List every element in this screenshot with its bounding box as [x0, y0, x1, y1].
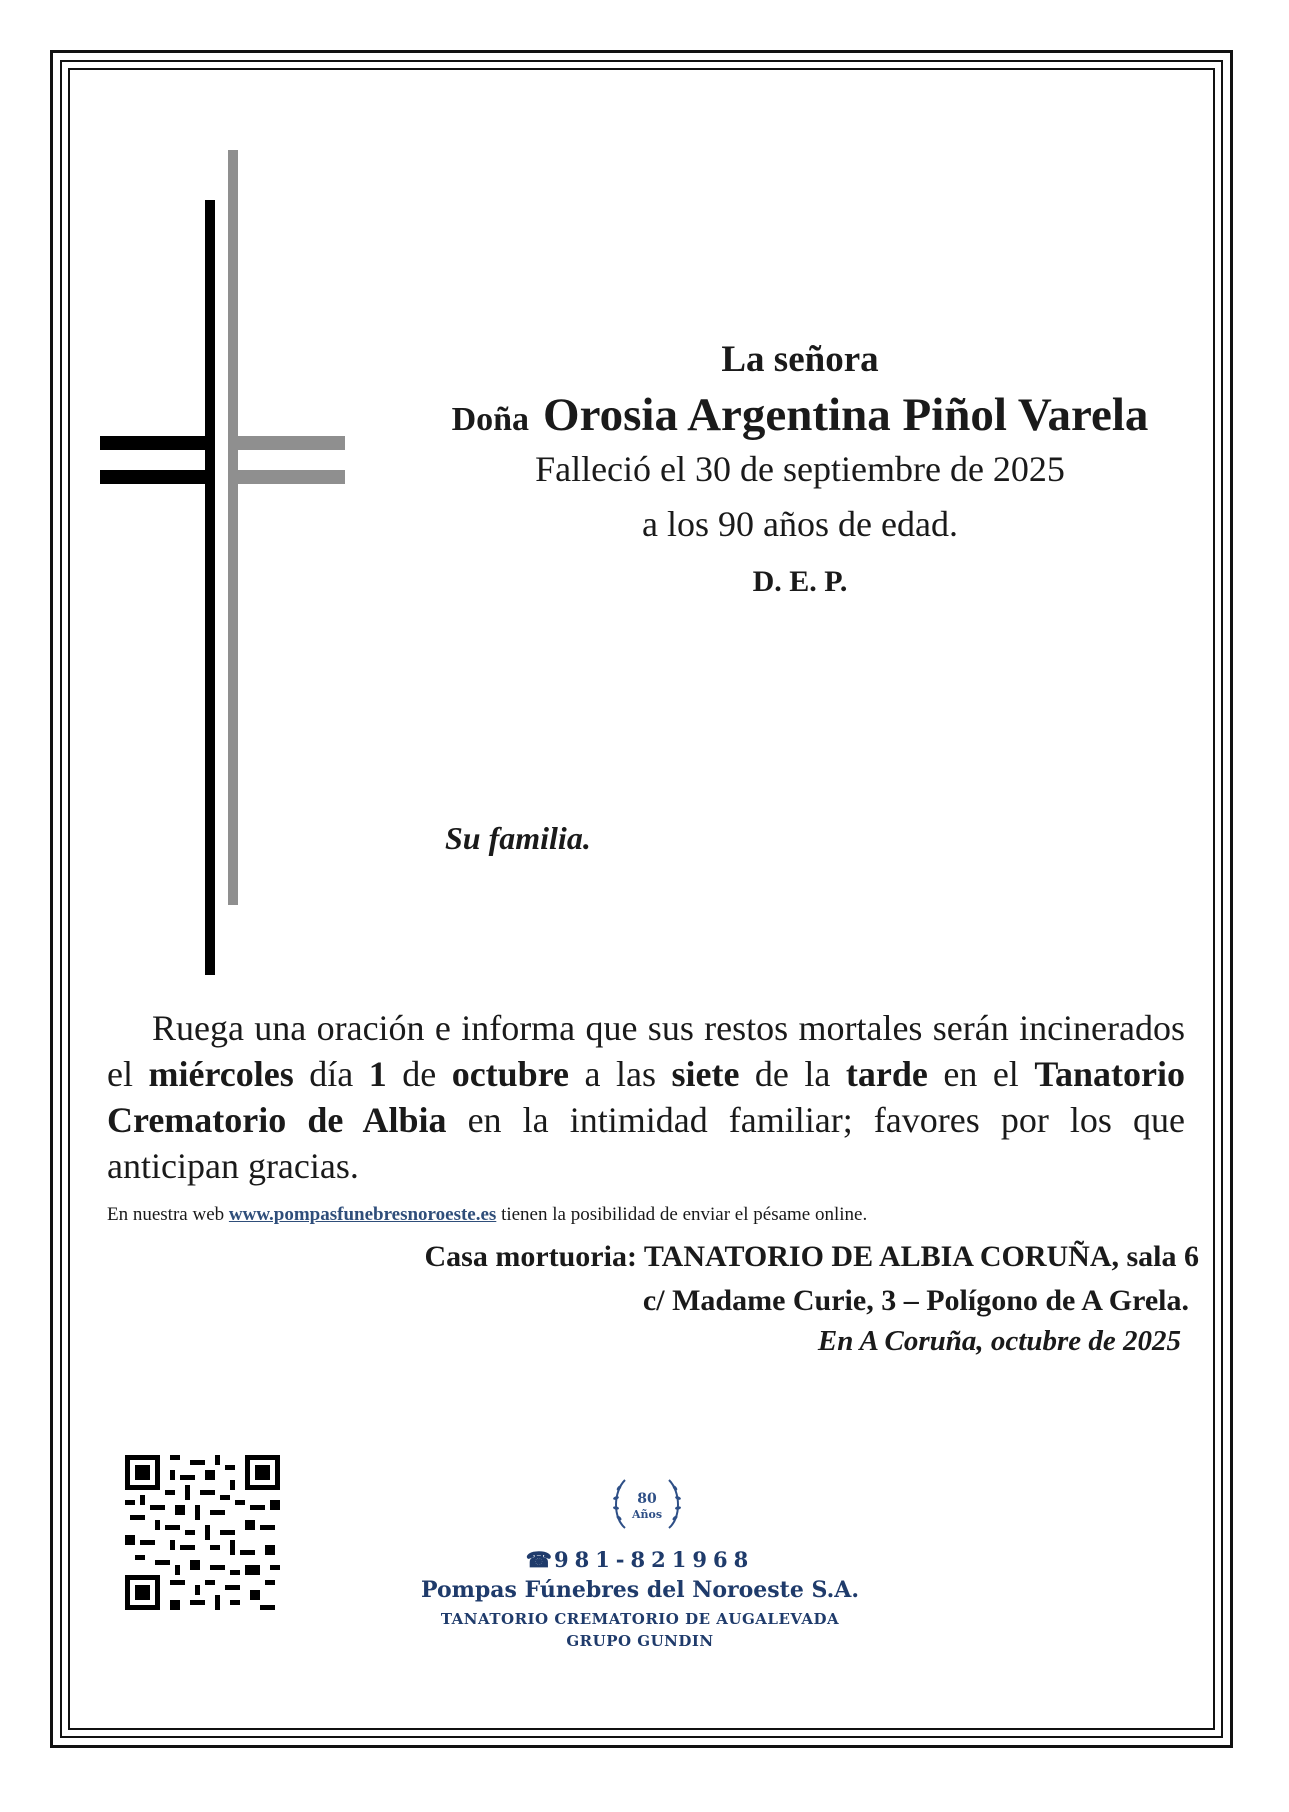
cross-icon	[95, 145, 355, 975]
dep-text: D. E. P.	[752, 565, 848, 598]
website-link[interactable]: www.pompasfunebresnoroeste.es	[228, 1204, 497, 1225]
place-date: En A Coruña, octubre de 2025	[817, 1325, 1181, 1357]
deceased-name: Orosia Argentina Piñol Varela	[543, 389, 1149, 441]
qr-code-icon[interactable]	[125, 1455, 280, 1610]
death-date: Falleció el 30 de septiembre de 2025	[535, 449, 1065, 489]
phone-number[interactable]: 981-821968	[553, 1547, 755, 1572]
web-note: En nuestra web www.pompasfunebresnoroeste.es tienen la posibilidad de enviar el pésame online.	[107, 1204, 868, 1225]
name-prefix: Doña	[451, 401, 530, 438]
anniversary-logo-icon	[607, 1470, 687, 1540]
company-name: Pompas Fúnebres del Noroeste S.A.	[421, 1577, 859, 1603]
logo-text: Años	[631, 1508, 663, 1521]
logo-number: 80	[637, 1491, 657, 1507]
family-signature: Su familia.	[445, 820, 591, 856]
phone-icon: ☎	[525, 1547, 552, 1572]
company-group: GRUPO GUNDIN	[566, 1632, 714, 1650]
notice-title: La señora	[721, 339, 879, 380]
deceased-name-line	[400, 388, 1200, 442]
age: a los 90 años de edad.	[642, 504, 958, 544]
funeral-address: c/ Madame Curie, 3 – Polígono de A Grela.	[642, 1284, 1189, 1317]
funeral-home: Casa mortuoria: TANATORIO DE ALBIA CORUÑA, sala 6	[424, 1240, 1199, 1273]
company-tanatorio: TANATORIO CREMATORIO DE AUGALEVADA	[440, 1610, 840, 1628]
ceremony-paragraph: Ruega una oración e informa que sus restos mortales serán incinerados el miércoles día 1 de octubre a las siete de la tarde en el Tanatorio Crematorio de Albia en la intimidad familiar; favores por los que anticipan gracias.	[107, 1008, 1186, 1186]
phone-line	[400, 1547, 880, 1572]
